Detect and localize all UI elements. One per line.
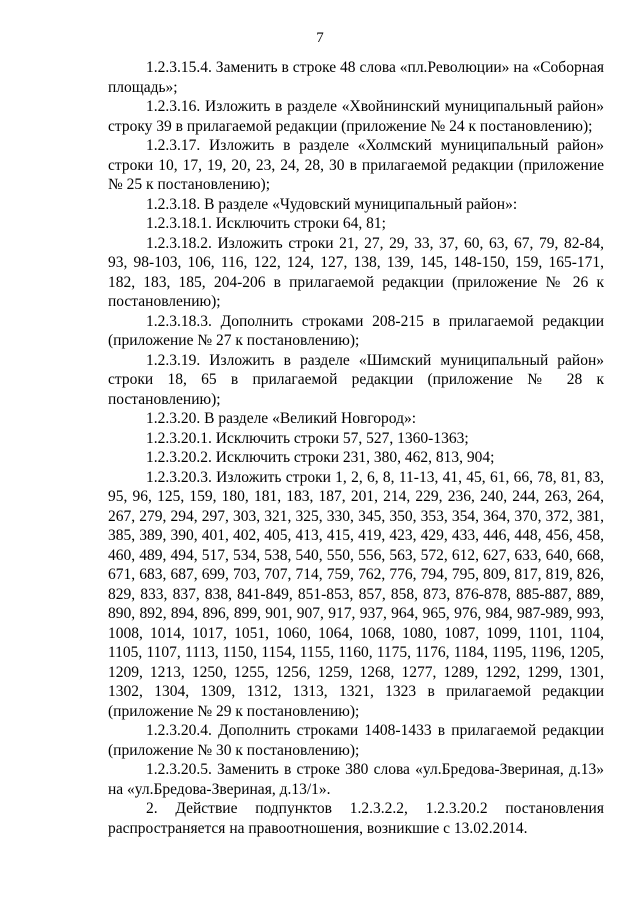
- paragraph-1-2-3-19: 1.2.3.19. Изложить в разделе «Шимский муниципальный район» строки 18, 65 в прилагаемой редакции (приложение № 28 к постановлению);: [108, 351, 604, 408]
- paragraph-2: 2. Действие подпунктов 1.2.3.2.2, 1.2.3.20.2 постановления распространяется на правоотношения, возникшие с 13.02.2014.: [108, 800, 604, 837]
- paragraph-1-2-3-20: 1.2.3.20. В разделе «Великий Новгород»:: [146, 410, 417, 427]
- paragraph-1-2-3-16: 1.2.3.16. Изложить в разделе «Хвойнинский муниципальный район» строку 39 в прилагаемой редакции (приложение № 24 к постановлению);: [108, 98, 604, 135]
- paragraph-1-2-3-15-4: 1.2.3.15.4. Заменить в строке 48 слова «пл.Революции» на «Соборная площадь»;: [108, 59, 604, 96]
- paragraph-1-2-3-20-4: 1.2.3.20.4. Дополнить строками 1408-1433 в прилагаемой редакции (приложение № 30 к постановлению);: [108, 722, 604, 759]
- document-body: [108, 58, 604, 838]
- paragraph-1-2-3-18-3: 1.2.3.18.3. Дополнить строками 208-215 в прилагаемой редакции (приложение № 27 к постановлению);: [108, 312, 604, 349]
- paragraph-1-2-3-20-3: 1.2.3.20.3. Изложить строки 1, 2, 6, 8, 11-13, 41, 45, 61, 66, 78, 81, 83, 95, 96, 125, 159, 180, 181, 183, 187, 201, 214, 229, 236, 240, 244, 263, 264, 267, 279, 294, 297, 303, 321, 325, 330, 345, 350, 353, 354, 364, 370, 372, 381, 385, 389, 390, 401, 402, 405, 413, 415, 419, 423, 429, 433, 446, 448, 456, 458, 460, 489, 494, 517, 534, 538, 540, 550, 556, 563, 572, 612, 627, 633, 640, 668, 671, 683, 687, 699, 703, 707, 714, 759, 762, 776, 794, 795, 809, 817, 819, 826, 829, 833, 837, 838, 841-849, 851-853, 857, 858, 873, 876-878, 885-887, 889, 890, 892, 894, 896, 899, 901, 907, 917, 937, 964, 965, 976, 984, 987-989, 993, 1008, 1014, 1017, 1051, 1060, 1064, 1068, 1080, 1087, 1099, 1101, 1104, 1105, 1107, 1113, 1150, 1154, 1155, 1160, 1175, 1176, 1184, 1195, 1196, 1205, 1209, 1213, 1250, 1255, 1256, 1259, 1268, 1277, 1289, 1292, 1299, 1301, 1302, 1304, 1309, 1312, 1313, 1321, 1323 в прилагаемой редакции (приложение № 29 к постановлению);: [108, 468, 604, 720]
- paragraph-1-2-3-20-2: 1.2.3.20.2. Исключить строки 231, 380, 462, 813, 904;: [146, 449, 495, 466]
- paragraph-1-2-3-17: 1.2.3.17. Изложить в разделе «Холмский муниципальный район» строки 10, 17, 19, 20, 23, 24, 28, 30 в прилагаемой редакции (приложение № 25 к постановлению);: [108, 137, 604, 193]
- paragraph-1-2-3-20-1: 1.2.3.20.1. Исключить строки 57, 527, 1360-1363;: [146, 429, 469, 447]
- page-number: 7: [316, 30, 324, 46]
- paragraph-1-2-3-18: 1.2.3.18. В разделе «Чудовский муниципальный район»:: [146, 195, 518, 213]
- paragraph-1-2-3-18-1: 1.2.3.18.1. Исключить строки 64, 81;: [146, 215, 386, 232]
- paragraph-1-2-3-20-5: 1.2.3.20.5. Заменить в строке 380 слова «ул.Бредова-Звериная, д.13» на «ул.Бредова-Звериная, д.13/1».: [108, 761, 604, 798]
- paragraph-1-2-3-18-2: 1.2.3.18.2. Изложить строки 21, 27, 29, 33, 37, 60, 63, 67, 79, 82-84, 93, 98-103, 106, 116, 122, 124, 127, 138, 139, 145, 148-150, 159, 165-171, 182, 183, 185, 204-206 в прилагаемой редакции (приложение № 26 к постановлению);: [108, 234, 604, 310]
